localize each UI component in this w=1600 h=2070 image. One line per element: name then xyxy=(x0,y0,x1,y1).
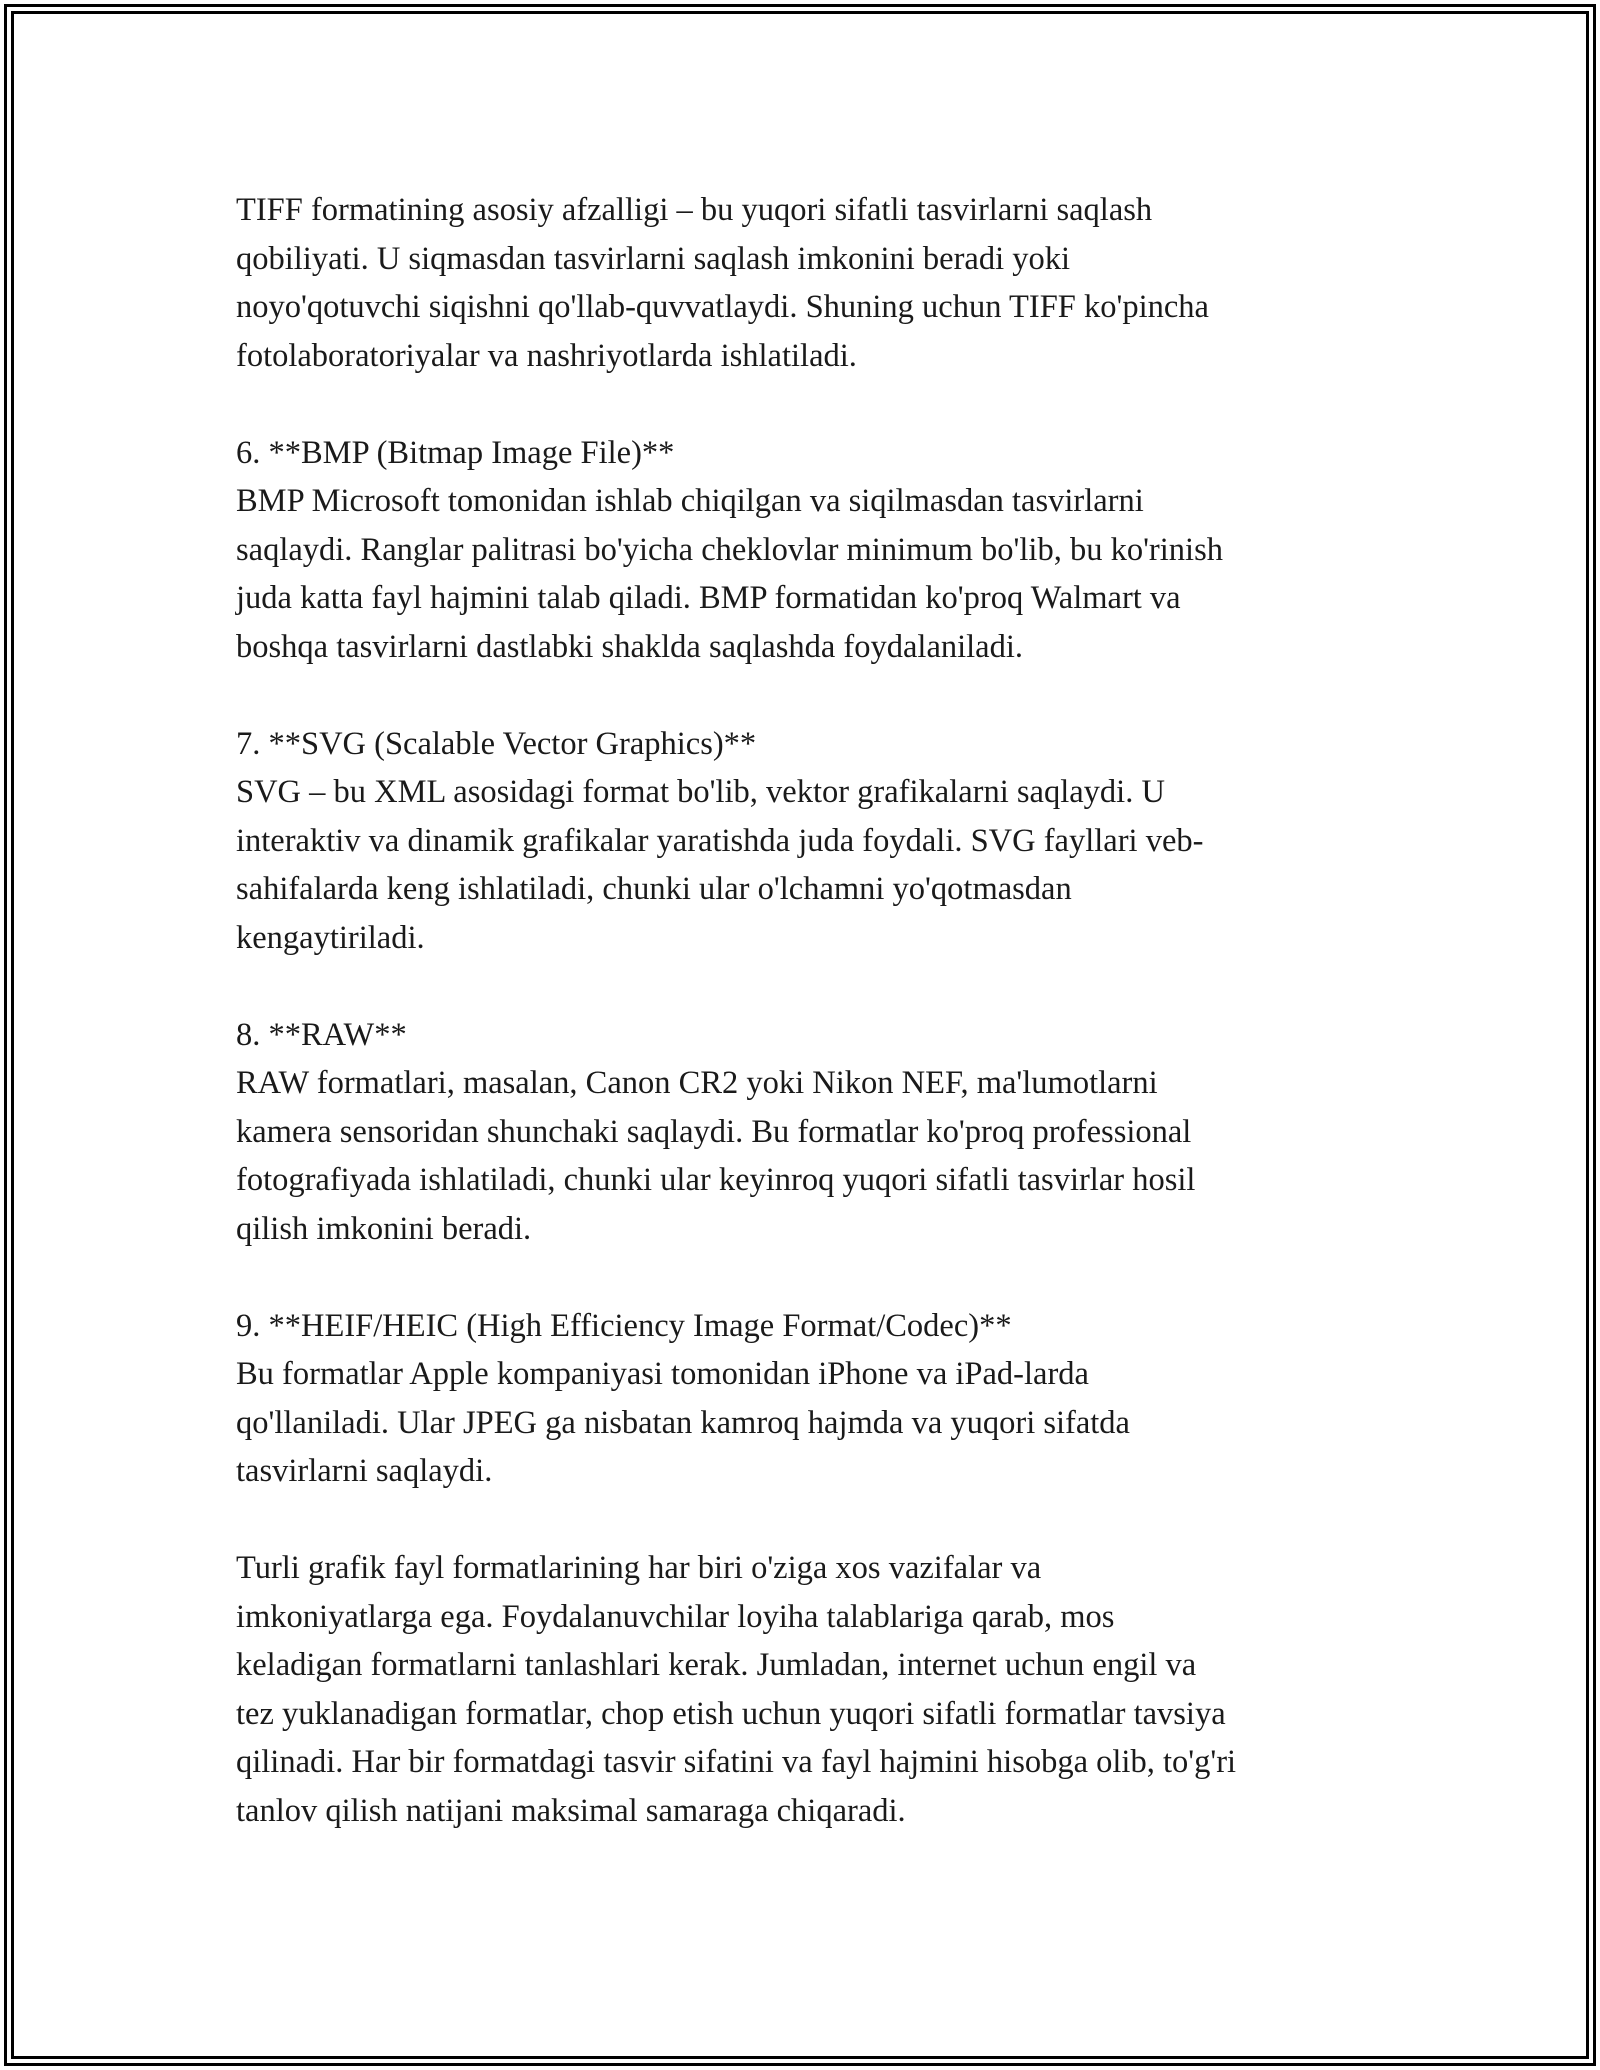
document-body xyxy=(236,186,1371,1835)
text-line: fotolaboratoriyalar va nashriyotlarda ishlatiladi. xyxy=(236,337,857,374)
text-line: qobiliyati. U siqmasdan tasvirlarni saqlash imkonini beradi yoki xyxy=(236,240,1071,277)
text-line: Bu formatlar Apple kompaniyasi tomonidan iPhone va iPad-larda xyxy=(236,1356,1089,1392)
section-heading: 9. **HEIF/HEIC (High Efficiency Image Format/Codec)** xyxy=(236,1307,1012,1344)
text-line: imkoniyatlarga ega. Foydalanuvchilar loyiha talablariga qarab, mos xyxy=(236,1598,1115,1635)
text-line: kamera sensoridan shunchaki saqlaydi. Bu formatlar ko'proq professional xyxy=(236,1113,1192,1150)
text-line: boshqa tasvirlarni dastlabki shaklda saqlashda foydalaniladi. xyxy=(236,628,1024,665)
text-line: juda katta fayl hajmini talab qiladi. BMP formatidan ko'proq Walmart va xyxy=(236,580,1181,616)
paragraph-spacer xyxy=(236,1253,1371,1302)
text-line: keladigan formatlarni tanlashlari kerak. Jumladan, internet uchun engil va xyxy=(236,1647,1197,1683)
paragraph-spacer xyxy=(236,380,1371,429)
text-line: noyo'qotuvchi siqishni qo'llab-quvvatlaydi. Shuning uchun TIFF ko'pincha xyxy=(236,289,1209,325)
section-heading: 7. **SVG (Scalable Vector Graphics)** xyxy=(236,725,757,762)
section-heif xyxy=(236,1302,1371,1496)
text-line: sahifalarda keng ishlatiladi, chunki ular o'lchamni yo'qotmasdan xyxy=(236,871,1072,907)
paragraph-spacer xyxy=(236,962,1371,1011)
section-heading: 6. **BMP (Bitmap Image File)** xyxy=(236,434,675,471)
section-bmp xyxy=(236,429,1371,672)
text-line: saqlaydi. Ranglar palitrasi bo'yicha cheklovlar minimum bo'lib, bu ko'rinish xyxy=(236,531,1223,568)
paragraph-spacer xyxy=(236,1496,1371,1545)
text-line: SVG – bu XML asosidagi format bo'lib, vektor grafikalarni saqlaydi. U xyxy=(236,774,1165,810)
text-line: kengaytiriladi. xyxy=(236,919,425,956)
text-line: RAW formatlari, masalan, Canon CR2 yoki Nikon NEF, ma'lumotlarni xyxy=(236,1065,1158,1101)
paragraph-tiff xyxy=(236,186,1371,380)
text-line: qilish imkonini beradi. xyxy=(236,1210,532,1247)
text-line: Turli grafik fayl formatlarining har biri o'ziga xos vazifalar va xyxy=(236,1550,1042,1586)
text-line: interaktiv va dinamik grafikalar yaratishda juda foydali. SVG fayllari veb- xyxy=(236,822,1204,859)
section-heading: 8. **RAW** xyxy=(236,1016,407,1053)
text-line: tanlov qilish natijani maksimal samaraga chiqaradi. xyxy=(236,1792,906,1829)
text-line: tasvirlarni saqlaydi. xyxy=(236,1453,493,1489)
section-svg xyxy=(236,720,1371,963)
text-line: fotografiyada ishlatiladi, chunki ular keyinroq yuqori sifatli tasvirlar hosil xyxy=(236,1162,1196,1198)
text-line: tez yuklanadigan formatlar, chop etish uchun yuqori sifatli formatlar tavsiya xyxy=(236,1695,1226,1732)
text-line: qo'llaniladi. Ular JPEG ga nisbatan kamroq hajmda va yuqori sifatda xyxy=(236,1404,1130,1441)
text-line: qilinadi. Har bir formatdagi tasvir sifatini va fayl hajmini hisobga olib, to'g'ri xyxy=(236,1744,1237,1780)
text-line: TIFF formatining asosiy afzalligi – bu yuqori sifatli tasvirlarni saqlash xyxy=(236,192,1153,228)
section-raw xyxy=(236,1011,1371,1254)
text-line: BMP Microsoft tomonidan ishlab chiqilgan va siqilmasdan tasvirlarni xyxy=(236,483,1144,519)
paragraph-conclusion xyxy=(236,1544,1371,1835)
paragraph-spacer xyxy=(236,671,1371,720)
